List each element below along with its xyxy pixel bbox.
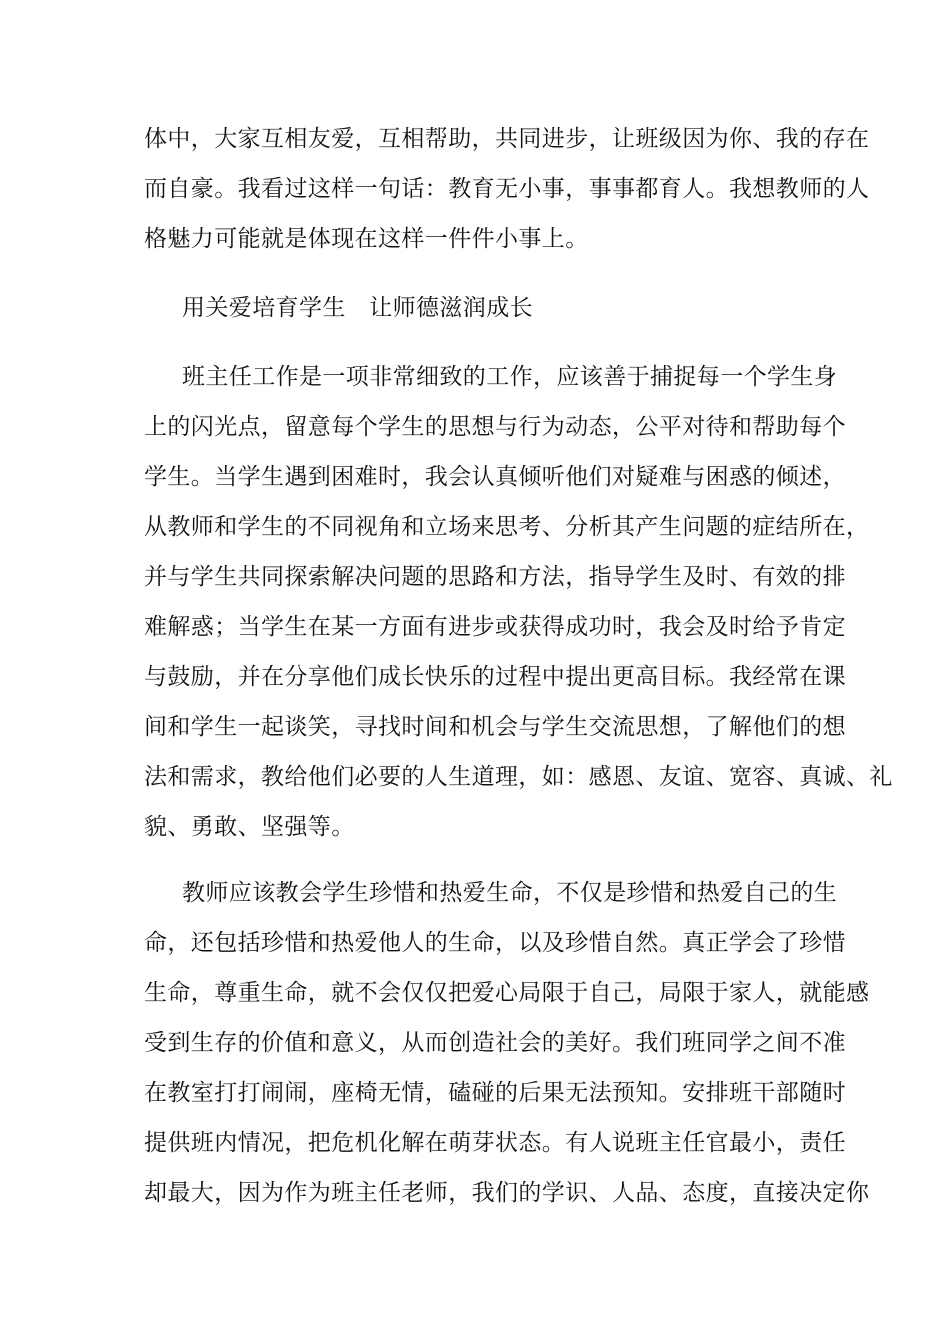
text-line: 而自豪。我看过这样一句话：教育无小事，事事都育人。我想教师的人 (144, 176, 870, 202)
heading-line: 用关爱培育学生 让师德滋润成长 (182, 295, 533, 321)
text-line: 从教师和学生的不同视角和立场来思考、分析其产生问题的症结所在， (144, 514, 870, 540)
text-line: 班主任工作是一项非常细致的工作，应该善于捕捉每一个学生身 (182, 364, 838, 390)
text-line: 受到生存的价值和意义，从而创造社会的美好。我们班同学之间不准 (144, 1030, 846, 1056)
text-line: 难解惑；当学生在某一方面有进步或获得成功时，我会及时给予肯定 (144, 614, 846, 640)
paragraph (144, 352, 893, 852)
paragraph (144, 868, 870, 1218)
section-heading (144, 283, 814, 333)
text-line: 法和需求，教给他们必要的人生道理，如：感恩、友谊、宽容、真诚、礼 (144, 764, 893, 790)
text-line: 上的闪光点，留意每个学生的思想与行为动态，公平对待和帮助每个 (144, 414, 846, 440)
text-line: 提供班内情况，把危机化解在萌芽状态。有人说班主任官最小，责任 (144, 1130, 846, 1156)
text-line: 体中，大家互相友爱，互相帮助，共同进步，让班级因为你、我的存在 (144, 126, 870, 152)
text-line: 命，还包括珍惜和热爱他人的生命，以及珍惜自然。真正学会了珍惜 (144, 930, 846, 956)
text-line: 学生。当学生遇到困难时，我会认真倾听他们对疑难与困惑的倾述， (144, 464, 846, 490)
text-line: 并与学生共同探索解决问题的思路和方法，指导学生及时、有效的排 (144, 564, 846, 590)
text-line: 格魅力可能就是体现在这样一件件小事上。 (144, 226, 589, 252)
text-line: 教师应该教会学生珍惜和热爱生命，不仅是珍惜和热爱自己的生 (182, 880, 838, 906)
text-line: 与鼓励，并在分享他们成长快乐的过程中提出更高目标。我经常在课 (144, 664, 846, 690)
text-line: 生命，尊重生命，就不会仅仅把爱心局限于自己，局限于家人，就能感 (144, 980, 870, 1006)
text-line: 间和学生一起谈笑，寻找时间和机会与学生交流思想，了解他们的想 (144, 714, 846, 740)
text-line: 在教室打打闹闹，座椅无情，磕碰的后果无法预知。安排班干部随时 (144, 1080, 846, 1106)
paragraph-continuation (144, 114, 870, 264)
text-line: 貌、勇敢、坚强等。 (144, 814, 355, 840)
text-line: 却最大，因为作为班主任老师，我们的学识、人品、态度，直接决定你 (144, 1180, 870, 1206)
